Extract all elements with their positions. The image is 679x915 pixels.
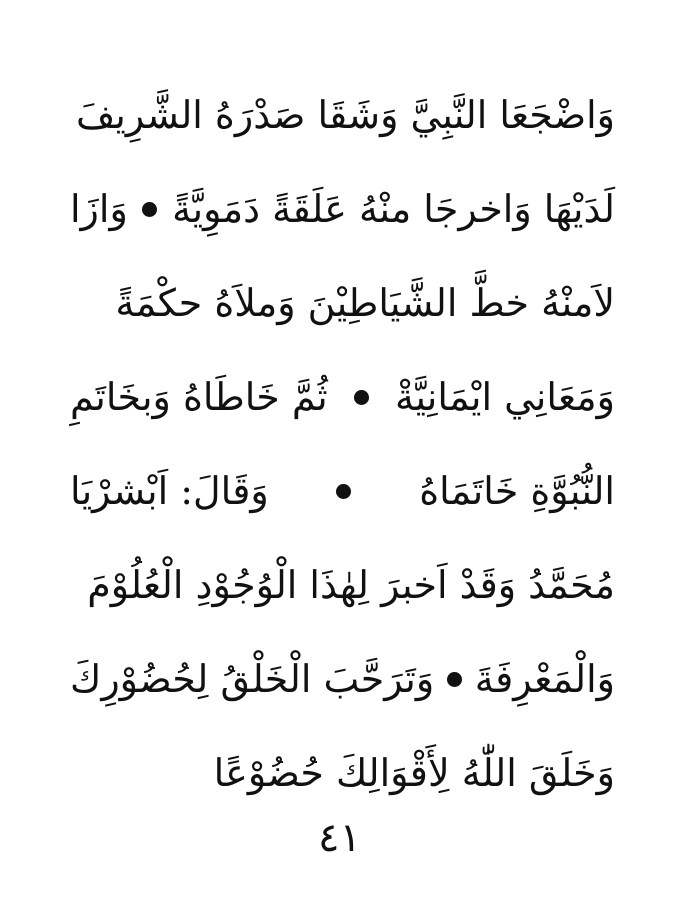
poem-line-8 bbox=[70, 726, 615, 820]
page-number: ٤١ bbox=[318, 815, 361, 861]
poem-line-4-text-b: ثُمَّ خَاطَاهُ وَبخَاتَمِ bbox=[70, 375, 328, 419]
poem-line-3-text: لاَمنْهُ خطَّ الشَّيَاطِيْنَ وَملاَهُ حكْمَةً bbox=[115, 281, 615, 325]
verse-separator-dot bbox=[354, 390, 369, 405]
poem-line-2-text-a: لَدَيْهَا وَاخرجَا منْهُ عَلَقَةً دَمَوِيَّةً bbox=[172, 187, 615, 231]
poem-line-1 bbox=[70, 68, 615, 162]
poem-line-5-text-b: وَقَالَ: اَبْشرْيَا bbox=[70, 469, 269, 513]
poem-line-5 bbox=[70, 444, 615, 538]
poem-line-2-text-b: وَازَا bbox=[70, 187, 128, 231]
poem-line-6-text: مُحَمَّدُ وَقَدْ اَخبرَ لِهٰذَا الْوُجُوْدِ الْعُلُوْمَ bbox=[87, 563, 615, 607]
poem-line-7 bbox=[70, 632, 615, 726]
poem-line-7-text-a: وَالْمَعْرِفَةَ bbox=[474, 657, 615, 701]
verse-separator-dot bbox=[447, 672, 462, 687]
poem-line-8-text: وَخَلَقَ اللّٰهُ لِأَقْوَالِكَ حُضُوْعًا bbox=[213, 751, 615, 795]
poem-line-3 bbox=[70, 256, 615, 350]
verse-separator-dot bbox=[336, 484, 351, 499]
poem-line-2 bbox=[70, 162, 615, 256]
poem-line-5-text-a: النُّبُوَّةِ خَاتَمَاهُ bbox=[419, 469, 615, 513]
poem-line-6 bbox=[70, 538, 615, 632]
verse-separator-dot bbox=[142, 202, 157, 217]
poem-line-4-text-a: وَمَعَانِي ايْمَانِيَّةْ bbox=[394, 375, 615, 419]
poem-line-7-text-b: وَتَرَحَّبَ الْخَلْقُ لِحُضُوْرِكَ bbox=[70, 657, 435, 701]
poem-text-block bbox=[70, 68, 615, 820]
poem-line-4 bbox=[70, 350, 615, 444]
poem-line-1-text: وَاضْجَعَا النَّبِيَّ وَشَقَا صَدْرَهُ الشَّرِيفَ bbox=[75, 93, 615, 137]
